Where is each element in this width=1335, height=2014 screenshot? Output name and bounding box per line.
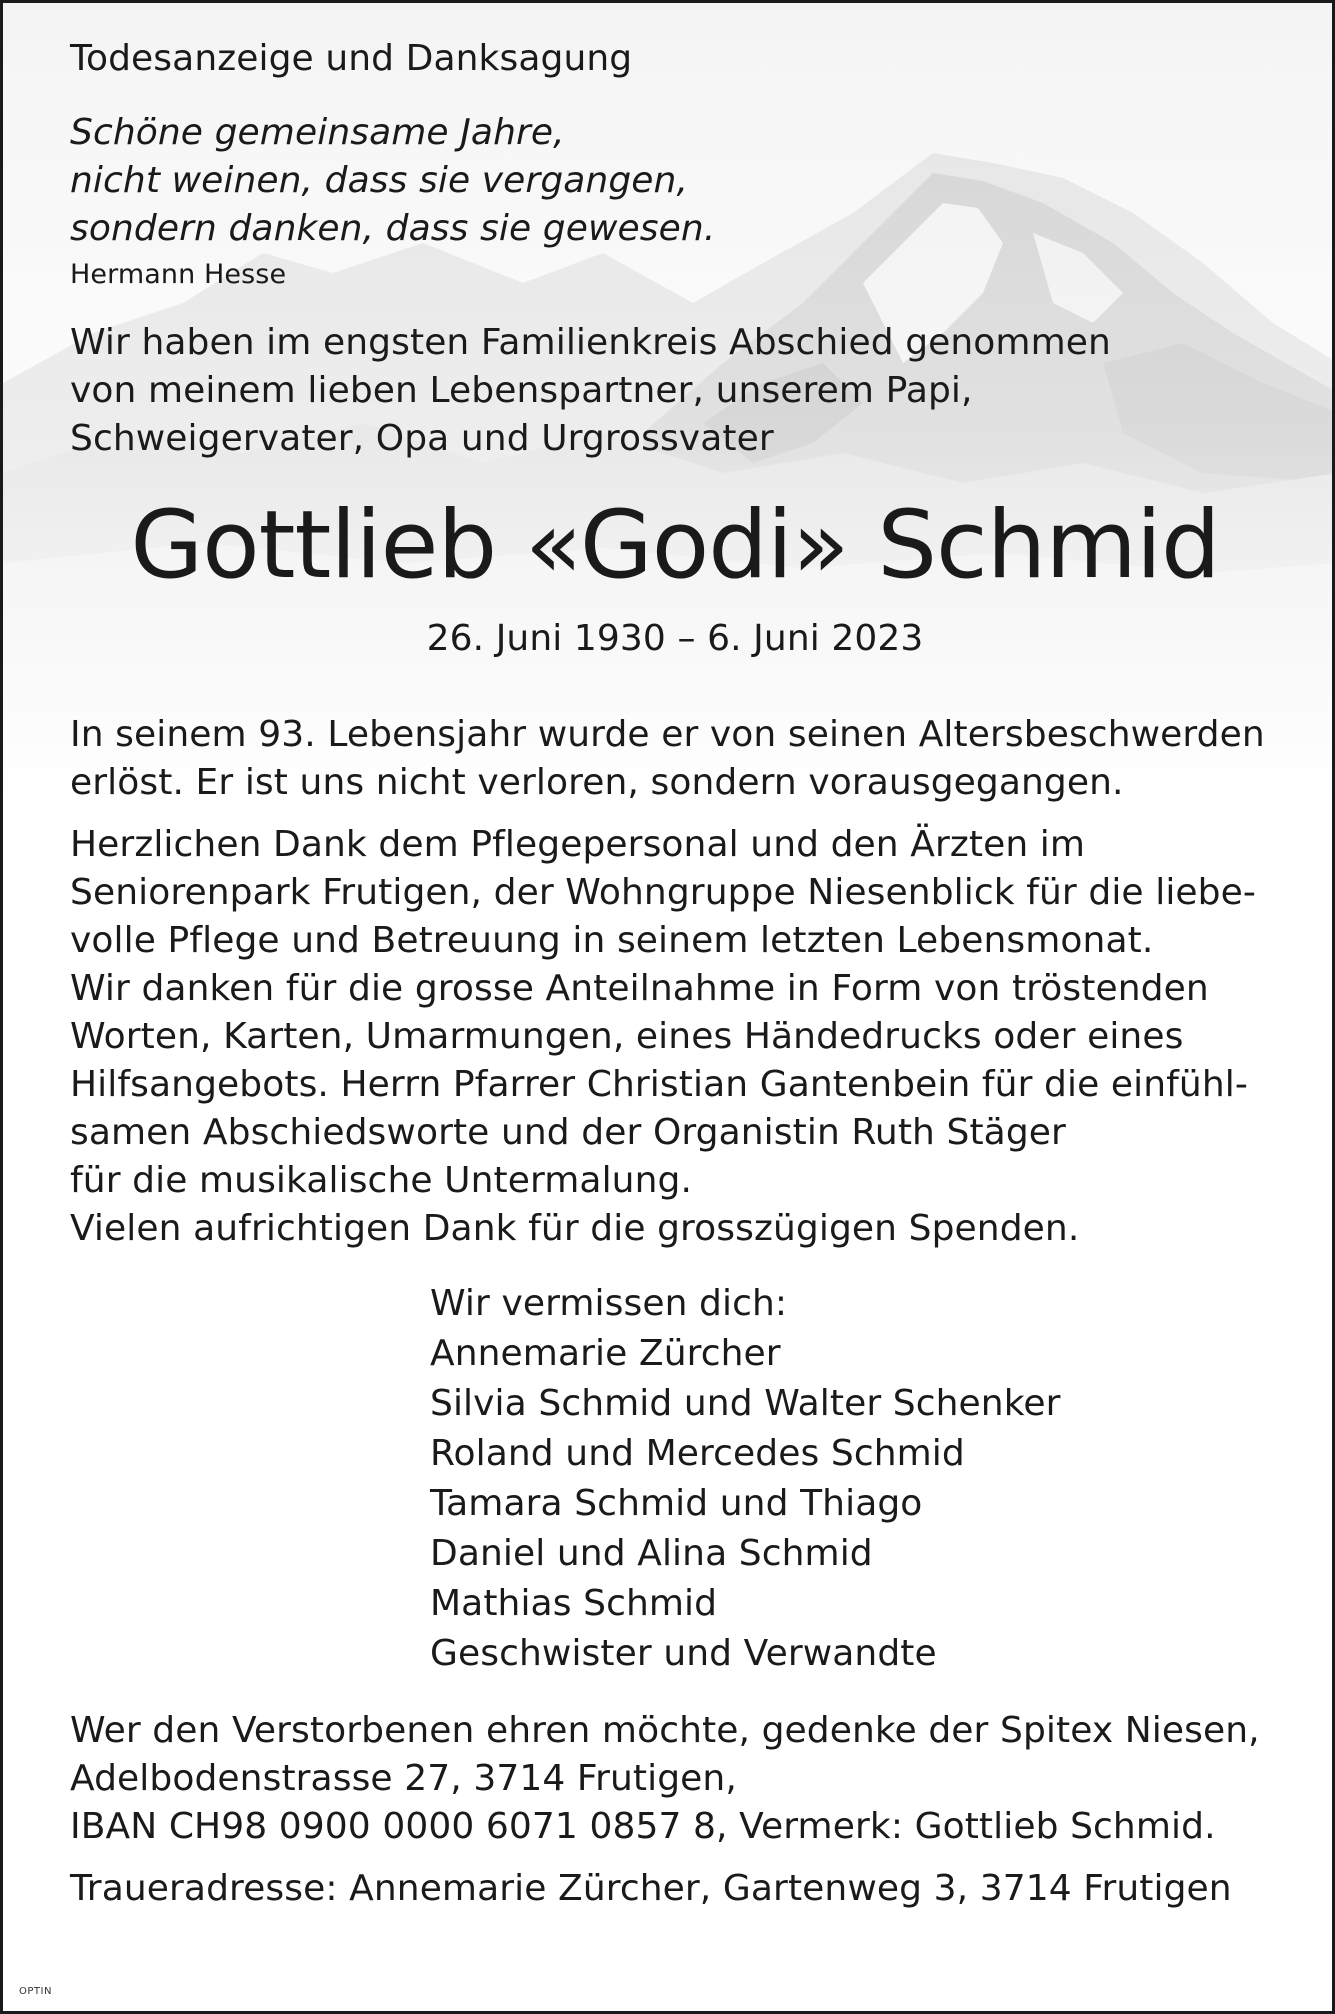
thanks-paragraph — [70, 821, 1280, 1253]
deceased-name: Gottlieb «Godi» Schmid — [130, 491, 1220, 600]
text-line: Wer den Verstorbenen ehren möchte, gedenke der Spitex Niesen, — [70, 1710, 1260, 1751]
mourner-name: Daniel und Alina Schmid — [430, 1533, 873, 1574]
mourner-name: Annemarie Zürcher — [430, 1333, 781, 1374]
mourner-name: Mathias Schmid — [430, 1583, 718, 1624]
text-line: Seniorenpark Frutigen, der Wohngruppe Niesenblick für die liebe- — [70, 872, 1256, 913]
text-line: IBAN CH98 0900 0000 6071 0857 8, Vermerk: Gottlieb Schmid. — [70, 1806, 1216, 1847]
text-line: samen Abschiedsworte und der Organistin Ruth Stäger — [70, 1112, 1066, 1153]
mourning-address: Traueradresse: Annemarie Zürcher, Gartenweg 3, 3714 Frutigen — [70, 1868, 1232, 1909]
quote-line: Schöne gemeinsame Jahre, — [70, 112, 565, 153]
quote-author: Hermann Hesse — [70, 259, 287, 290]
publisher-code: OPTIN — [19, 1986, 52, 1997]
text-line: Vielen aufrichtigen Dank für die grosszügigen Spenden. — [70, 1208, 1080, 1249]
mourner-name: Tamara Schmid und Thiago — [430, 1483, 923, 1524]
intro-text — [70, 319, 1280, 463]
text-line: Worten, Karten, Umarmungen, eines Händedrucks oder eines — [70, 1016, 1184, 1057]
text-line: Hilfsangebots. Herrn Pfarrer Christian Gantenbein für die einfühl- — [70, 1064, 1248, 1105]
mourners-list — [430, 1279, 1280, 1679]
poem-quote — [70, 109, 1280, 253]
text-line: Wir danken für die grosse Anteilnahme in Form von tröstenden — [70, 968, 1209, 1009]
intro-line: Schweigervater, Opa und Urgrossvater — [70, 418, 774, 459]
mourner-name: Geschwister und Verwandte — [430, 1633, 937, 1674]
text-line: für die musikalische Untermalung. — [70, 1160, 693, 1201]
intro-line: von meinem lieben Lebenspartner, unserem Papi, — [70, 370, 973, 411]
text-line: Herzlichen Dank dem Pflegepersonal und den Ärzten im — [70, 824, 1086, 865]
text-line: In seinem 93. Lebensjahr wurde er von seinen Altersbeschwerden — [70, 714, 1265, 755]
text-line: Adelbodenstrasse 27, 3714 Frutigen, — [70, 1758, 737, 1799]
mourners-intro: Wir vermissen dich: — [430, 1283, 788, 1324]
quote-line: nicht weinen, dass sie vergangen, — [70, 160, 689, 201]
text-line: erlöst. Er ist uns nicht verloren, sondern vorausgegangen. — [70, 762, 1124, 803]
mourner-name: Silvia Schmid und Walter Schenker — [430, 1383, 1061, 1424]
release-paragraph — [70, 711, 1280, 807]
life-dates: 26. Juni 1930 – 6. Juni 2023 — [426, 618, 924, 659]
notice-content — [70, 35, 1280, 1927]
quote-line: sondern danken, dass sie gewesen. — [70, 208, 716, 249]
intro-line: Wir haben im engsten Familienkreis Abschied genommen — [70, 322, 1111, 363]
mourner-name: Roland und Mercedes Schmid — [430, 1433, 965, 1474]
notice-heading: Todesanzeige und Danksagung — [70, 38, 633, 79]
text-line: volle Pflege und Betreuung in seinem letzten Lebensmonat. — [70, 920, 1154, 961]
donation-notice — [70, 1707, 1280, 1851]
